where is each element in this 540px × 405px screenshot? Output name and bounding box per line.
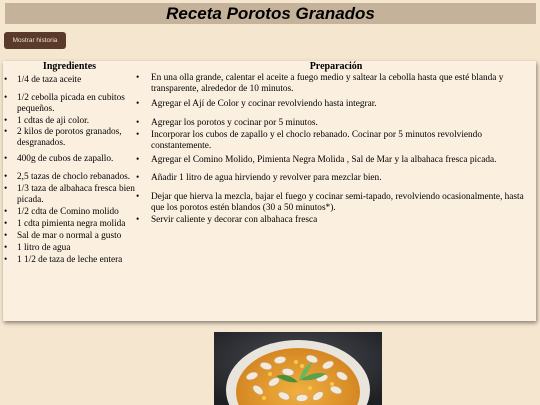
show-history-button[interactable]: Mostrar historia — [4, 32, 66, 49]
ingredient-item: • Sal de mar o normal a gusto — [4, 231, 135, 242]
ingredients-list — [4, 75, 135, 266]
step-item: • Añadir 1 litro de agua hirviendo y revolver para mezclar bien. — [136, 173, 536, 184]
preparation-header: Preparación — [309, 61, 363, 72]
step-item: • Agregar el Comino Molido, Pimienta Negra Molida , Sal de Mar y la albahaca fresca picada. — [136, 155, 536, 166]
title-bar — [5, 3, 536, 24]
recipe-card — [3, 61, 536, 321]
ingredients-column — [4, 61, 135, 266]
step-item: • Incorporar los cubos de zapallo y el choclo rebanado. Cocinar por 5 minutos revolviendo constantemente. — [136, 130, 536, 152]
ingredient-item: • 2 kilos de porotos granados, desgranados. — [4, 127, 135, 149]
ingredient-item: • 1/3 taza de albahaca fresca bien picada. — [4, 184, 135, 206]
preparation-column — [136, 61, 536, 226]
step-item: • Agregar el Ají de Color y cocinar revolviendo hasta integrar. — [136, 99, 536, 110]
step-item: • En una olla grande, calentar el aceite a fuego medio y saltear la cebolla hasta que esté blanda y transparente, alrededor de 10 minutos. — [136, 73, 536, 95]
beans-dish-image — [214, 332, 382, 405]
ingredient-item: • 1/4 de taza aceite — [4, 75, 135, 86]
preparation-steps — [136, 73, 536, 226]
ingredient-item: • 1 cdta pimienta negra molida — [4, 219, 135, 230]
ingredient-item: • 1 litro de agua — [4, 243, 135, 254]
ingredient-item: • 1/2 cebolla picada en cubitos pequeños. — [4, 93, 135, 115]
page-title: Receta Porotos Granados — [166, 4, 375, 23]
step-item: • Agregar los porotos y cocinar por 5 minutos. — [136, 118, 536, 129]
ingredient-item: • 1 1/2 de taza de leche entera — [4, 255, 135, 266]
ingredient-item: • 400g de cubos de zapallo. — [4, 154, 135, 165]
ingredients-header: Ingredientes — [42, 61, 97, 72]
ingredient-item: • 1/2 cdta de Comino molido — [4, 207, 135, 218]
step-item: • Servir caliente y decorar con albahaca fresca — [136, 215, 536, 226]
ingredient-item: • 2,5 tazas de choclo rebanados. — [4, 172, 135, 183]
ingredient-item: • 1 cdtas de aji color. — [4, 116, 135, 127]
step-item: • Dejar que hierva la mezcla, bajar el fuego y cocinar semi-tapado, revolviendo ocasionalmente, hasta que los porotos estén blandos (30 a 50 minutos*). — [136, 192, 536, 214]
recipe-photo — [214, 332, 382, 405]
